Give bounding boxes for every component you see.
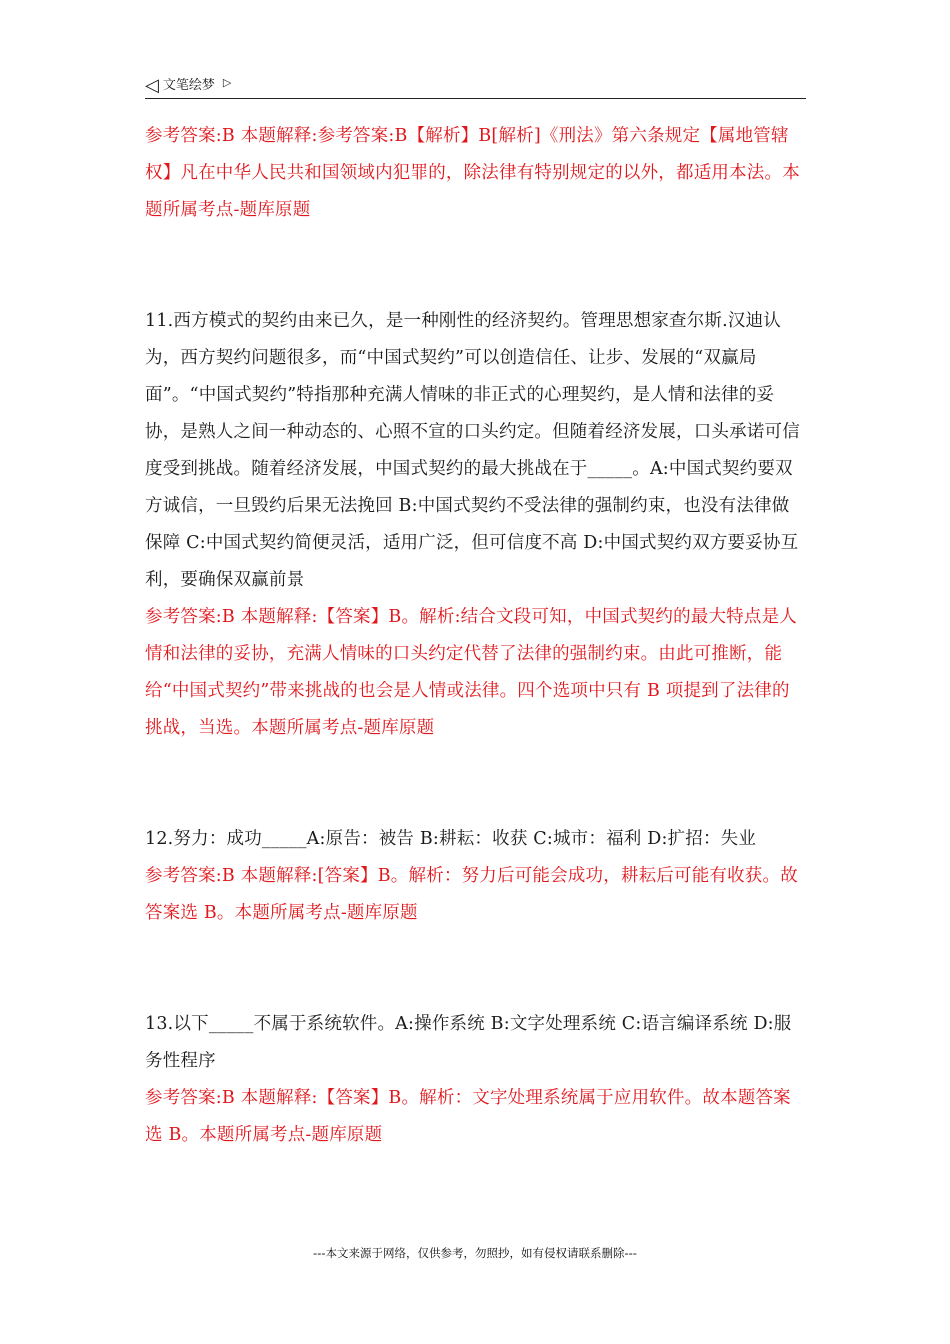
question-11: 11.西方模式的契约由来已久，是一种刚性的经济契约。管理思想家查尔斯.汉迪认为，西方契约问题很多，而“中国式契约”可以创造信任、让步、发展的“双赢局面”。“中国式契约”特指那种充满人情味的非正式的心理契约，是人情和法律的妥协，是熟人之间一种动态的、心照不宣的口头约定。但随着经济发展，口头承诺可信度受到挑战。随着经济发展，中国式契约的最大挑战在于_____。A:中国式契约要双方诚信，一旦毁约后果无法挽回 B:中国式契约不受法律的强制约束，也没有法律做保障 C:中国式契约简便灵活，适用广泛，但可信度不高 D:中国式契约双方要妥协互利，要确保双赢前景 <box>145 311 800 590</box>
answer-11: 参考答案:B 本题解释:【答案】B。解析:结合文段可知，中国式契约的最大特点是人情和法律的妥协，充满人情味的口头约定代替了法律的强制约束。由此可推断，能给“中国式契约”带来挑战的也会是人情或法律。四个选项中只有 B 项提到了法律的挑战，当选。本题所属考点-题库原题 <box>145 607 797 738</box>
answer-13: 参考答案:B 本题解释:【答案】B。解析：文字处理系统属于应用软件。故本题答案选 B。本题所属考点-题库原题 <box>145 1088 791 1145</box>
triangle-right-icon: ▷ <box>222 76 232 89</box>
question-13: 13.以下_____不属于系统软件。A:操作系统 B:文字处理系统 C:语言编译系统 D:服务性程序 <box>145 1014 792 1071</box>
spacer <box>145 747 806 821</box>
answer-10: 参考答案:B 本题解释:参考答案:B【解析】B[解析]《刑法》第六条规定【属地管辖权】凡在中华人民共和国领域内犯罪的，除法律有特别规定的以外，都适用本法。本题所属考点-题库原题 <box>145 126 800 220</box>
document-body <box>145 118 806 1154</box>
answer-12: 参考答案:B 本题解释:[答案】B。解析：努力后可能会成功，耕耘后可能有收获。故答案选 B。本题所属考点-题库原题 <box>145 866 798 923</box>
spacer <box>145 229 806 303</box>
page-header <box>145 74 806 99</box>
triangle-left-icon: ◁ <box>145 75 159 96</box>
footer-disclaimer: ---本文来源于网络，仅供参考，勿照抄，如有侵权请联系删除--- <box>313 1246 637 1260</box>
spacer <box>145 932 806 1006</box>
brand-name: 文笔绘梦 <box>162 78 215 93</box>
question-12: 12.努力：成功_____A:原告：被告 B:耕耘：收获 C:城市：福利 D:扩招：失业 <box>145 829 757 849</box>
